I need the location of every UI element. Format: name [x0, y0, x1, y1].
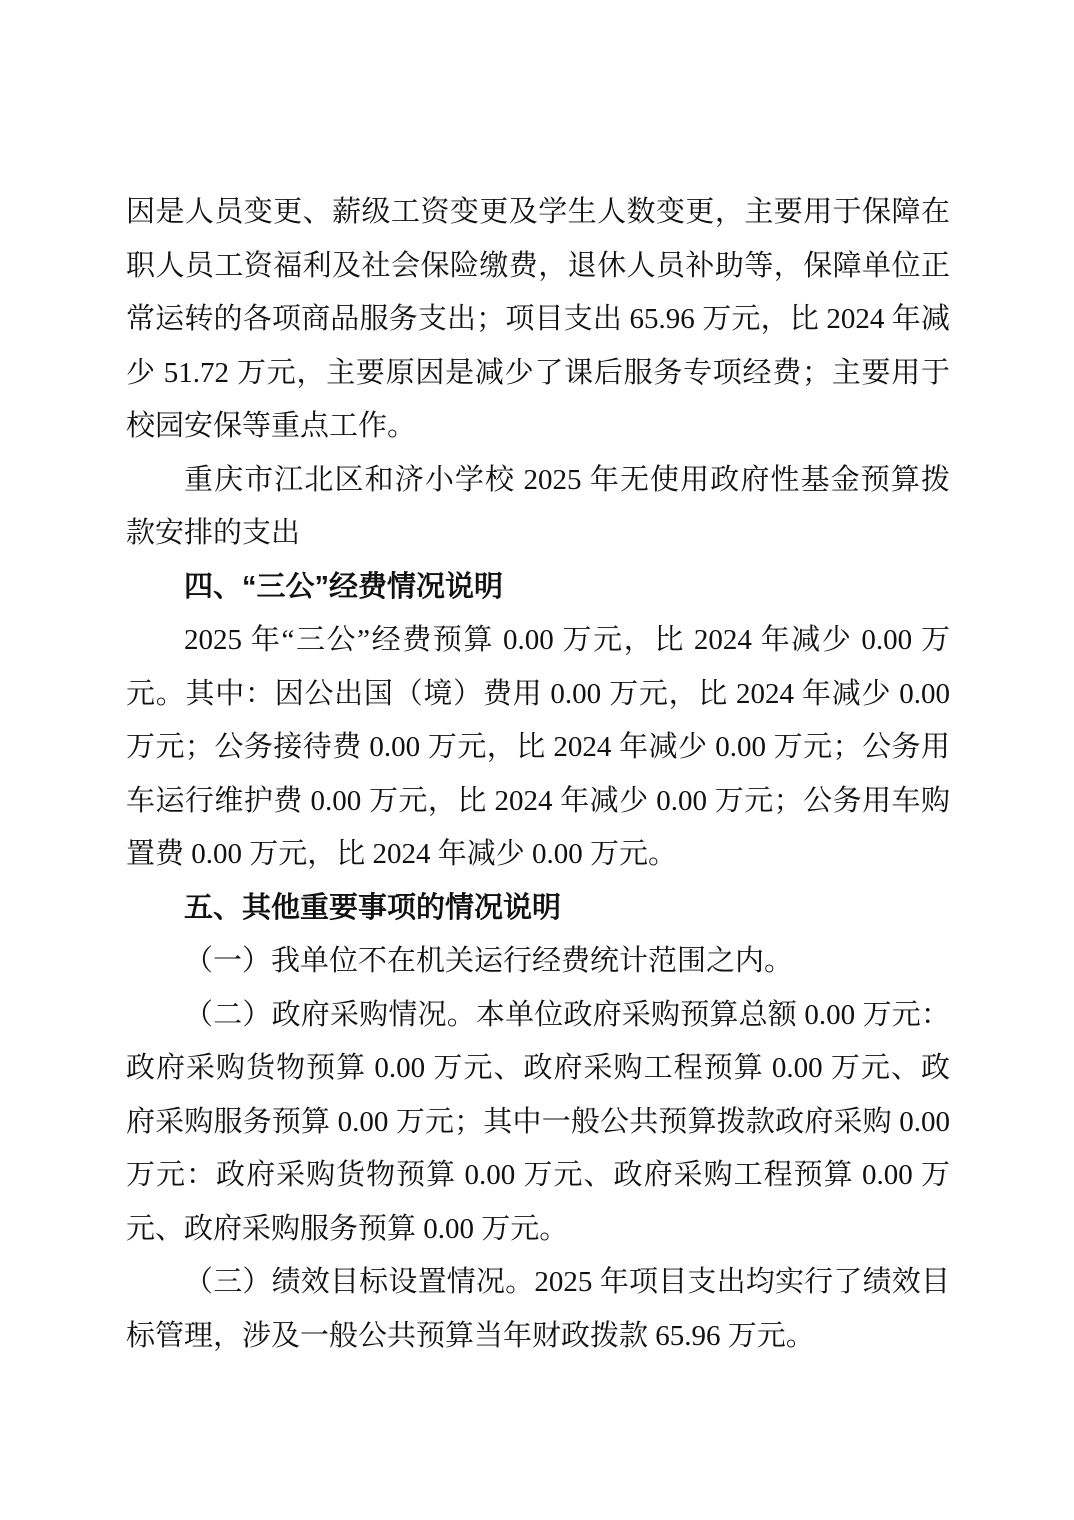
section-heading-other-important-matters: 五、其他重要事项的情况说明: [184, 891, 562, 924]
paragraph-basic-expenditure-explanation: 因是人员变更、薪级工资变更及学生人数变更，主要用于保障在职人员工资福利及社会保险缴费，退休人员补助等，保障单位正常运转的各项商品服务支出；项目支出 65.96 万元，比 2024 年减少 51.72 万元，主要原因是减少了课后服务专项经费；主要用于校园安保等重点工作。: [126, 196, 950, 442]
paragraph-no-government-fund-expenditure: 重庆市江北区和济小学校 2025 年无使用政府性基金预算拨款安排的支出: [126, 463, 950, 549]
document-page: [126, 186, 950, 1363]
paragraph-item-one-agency-operating-funds: （一）我单位不在机关运行经费统计范围之内。: [184, 945, 794, 977]
paragraph-three-public-expenses-detail: 2025 年“三公”经费预算 0.00 万元，比 2024 年减少 0.00 万元。其中：因公出国（境）费用 0.00 万元，比 2024 年减少 0.00 万元；公务接待费 0.00 万元，比 2024 年减少 0.00 万元；公务用车运行维护费 0.00 万元，比 2024 年减少 0.00 万元；公务用车购置费 0.00 万元，比 2024 年减少 0.00 万元。: [126, 624, 950, 870]
paragraph-item-three-performance-targets: （三）绩效目标设置情况。2025 年项目支出均实行了绩效目标管理，涉及一般公共预算当年财政拨款 65.96 万元。: [126, 1266, 950, 1352]
paragraph-item-two-government-procurement: （二）政府采购情况。本单位政府采购预算总额 0.00 万元：政府采购货物预算 0.00 万元、政府采购工程预算 0.00 万元、政府采购服务预算 0.00 万元；其中一般公共预算拨款政府采购 0.00 万元：政府采购货物预算 0.00 万元、政府采购工程预算 0.00 万元、政府采购服务预算 0.00 万元。: [126, 998, 950, 1245]
section-heading-three-public-expenses: 四、“三公”经费情况说明: [184, 570, 504, 603]
